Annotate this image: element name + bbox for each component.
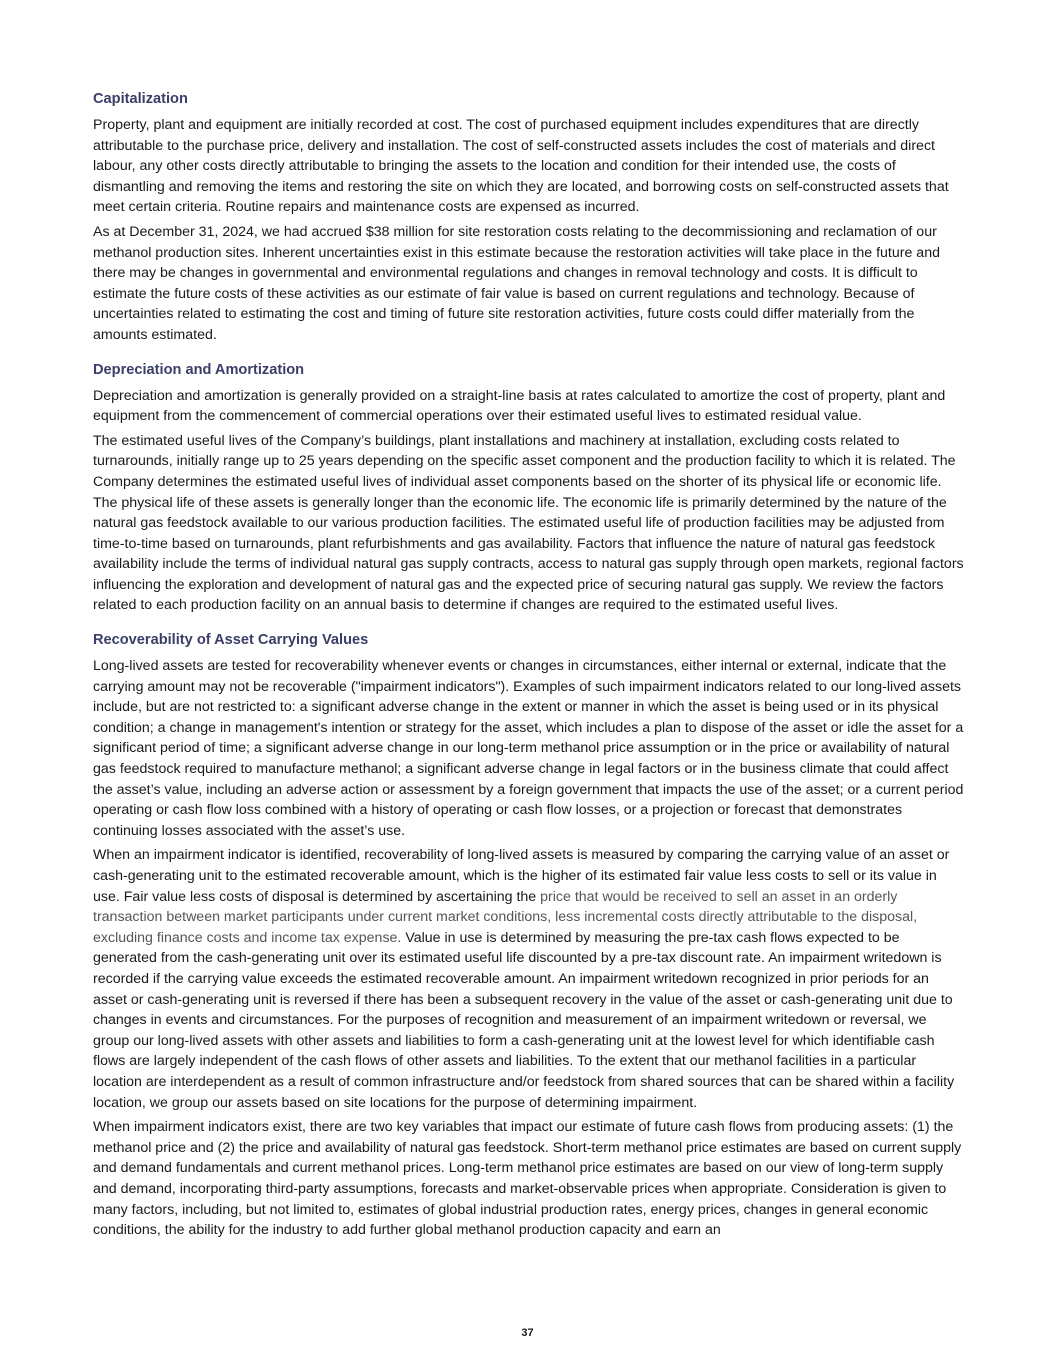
- page-number: 37: [521, 1327, 534, 1339]
- paragraph: When impairment indicators exist, there are two key variables that impact our estimate of future cash flows from producing assets: (1) the methanol price and (2) the price and availability of natural gas feedstock. Short-term methanol price estimates are based on current supply and demand fundamentals and current methanol prices. Long-term methanol price estimates are based on our view of long-term supply and demand, incorporating third-party assumptions, forecasts and market-observable prices when appropriate. Consideration is given to many factors, including, but not limited to, estimates of global industrial production rates, energy prices, changes in general economic conditions, the ability for the industry to add further global methanol production capacity and earn an: [93, 1119, 962, 1239]
- document-body: [93, 89, 965, 1245]
- paragraph: Depreciation and amortization is generally provided on a straight-line basis at rates calculated to amortize the cost of property, plant and equipment from the commencement of commercial operations over their estimated useful lives to estimated residual value.: [93, 387, 946, 425]
- text-span: When an impairment indicator is identified, recoverability of long-lived assets is measured by comparing the carrying value of an asset or cash-generating unit to the estimated recoverable amount, which is the higher of its estimated fair value less costs to sell or its value in use. Fair value less costs of disposal is determined by ascertaining the: [93, 847, 950, 905]
- section-heading-depreciation: Depreciation and Amortization: [93, 361, 305, 378]
- section-heading-recoverability: Recoverability of Asset Carrying Values: [93, 632, 369, 649]
- paragraph: Property, plant and equipment are initially recorded at cost. The cost of purchased equipment includes expenditures that are directly attributable to the purchase price, delivery and installation. The cost of self-constructed assets includes the cost of materials and direct labour, any other costs directly attributable to bringing the assets to the location and condition for their intended use, the costs of dismantling and removing the items and restoring the site on which they are located, and borrowing costs on self-constructed assets that meet certain criteria. Routine repairs and maintenance costs are expensed as incurred.: [93, 117, 949, 216]
- paragraph: As at December 31, 2024, we had accrued $38 million for site restoration costs relating to the decommissioning and reclamation of our methanol production sites. Inherent uncertainties exist in this estimate because the restoration activities will take place in the future and there may be changes in governmental and environmental regulations and changes in removal technology and costs. It is difficult to estimate the future costs of these activities as our estimate of fair value is based on current regulations and technology. Because of uncertainties related to estimating the cost and timing of future site restoration activities, future costs could differ materially from the amounts estimated.: [93, 223, 940, 343]
- impairment-paragraph: [93, 845, 965, 1113]
- section-heading-capitalization: Capitalization: [93, 91, 188, 107]
- paragraph: The estimated useful lives of the Company’s buildings, plant installations and machinery at installation, excluding costs related to turnarounds, initially range up to 25 years depending on the specific asset component and the production facility to which it is related. The Company determines the estimated useful lives of individual asset components based on the shorter of its physical life or economic life. The physical life of these assets is generally longer than the economic life. The economic life is primarily determined by the nature of the natural gas feedstock available to our various production facilities. The estimated useful life of production facilities may be adjusted from time-to-time based on turnarounds, plant refurbishments and gas availability. Factors that influence the nature of natural gas feedstock availability include the terms of individual natural gas supply contracts, access to natural gas supply through open markets, regional factors influencing the exploration and development of natural gas and the expected price of securing natural gas supply. We review the factors related to each production facility on an annual basis to determine if changes are required to the estimated useful lives.: [93, 432, 964, 614]
- fair-value-definition: price that would be received to sell an asset in an orderly transaction between market participants under current market conditions, less incremental costs directly attributable to the disposal, excluding finance costs and income tax expense.: [93, 888, 918, 946]
- paragraph: Long-lived assets are tested for recoverability whenever events or changes in circumstances, either internal or external, indicate that the carrying amount may not be recoverable ("impairment indicators"). Examples of such impairment indicators related to our long-lived assets include, but are not restricted to: a significant adverse change in the extent or manner in which the asset is being used or in its physical condition; a change in management's intention or strategy for the asset, which includes a plan to dispose of the asset or idle the asset for a significant period of time; a significant adverse change in our long-term methanol price assumption or in the price or availability of natural gas feedstock required to manufacture methanol; a significant adverse change in legal factors or in the business climate that could affect the asset’s value, including an adverse action or assessment by a foreign government that impacts the use of the asset; or a current period operating or cash flow loss combined with a history of operating or cash flow losses, or a projection or forecast that demonstrates continuing losses associated with the asset’s use.: [93, 658, 964, 839]
- text-span: Value in use is determined by measuring the pre-tax cash flows expected to be generated from the cash-generating unit over its estimated useful life discounted by a pre-tax discount rate. An impairment writedown is recorded if the carrying value exceeds the estimated recoverable amount. An impairment writedown recognized in prior periods for an asset or cash-generating unit is reversed if there has been a subsequent recovery in the value of the asset or cash-generating unit due to changes in events and circumstances. For the purposes of recognition and measurement of an impairment writedown or reversal, we group our long-lived assets with other assets and liabilities to form a cash-generating unit at the lowest level for which identifiable cash flows are largely independent of the cash flows of other assets and liabilities. To the extent that our methanol facilities in a particular location are interdependent as a result of common infrastructure and/or feedstock from shared sources that can be shared within a facility location, we group our assets based on site locations for the purpose of determining impairment.: [93, 929, 955, 1111]
